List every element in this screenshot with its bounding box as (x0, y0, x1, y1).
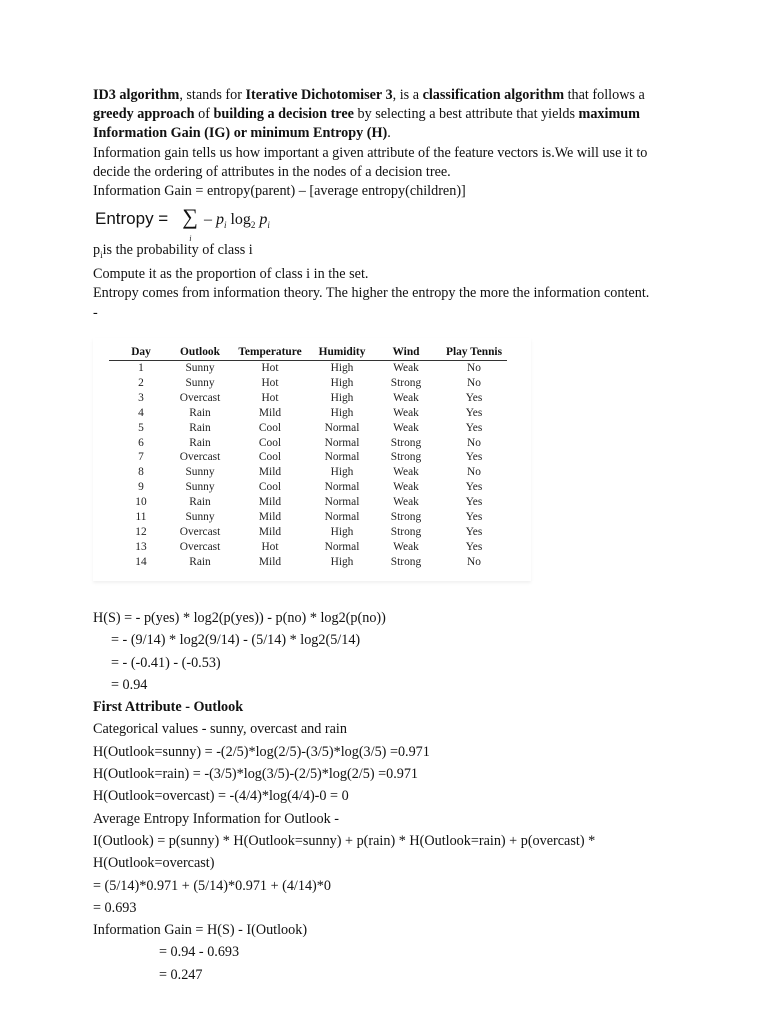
cell-wind: Weak (393, 362, 419, 374)
cell-humidity: Normal (324, 436, 360, 449)
cell-temperature: Mild (258, 496, 282, 509)
cell-day: 5 (138, 421, 144, 434)
cell-day: 2 (138, 376, 144, 389)
prob-symbol: p (215, 211, 224, 229)
cell-humidity: High (330, 466, 354, 479)
cell-outlook: Rain (189, 421, 211, 434)
sigma-glyph: ∑ (182, 204, 198, 230)
cell-wind: Weak (393, 406, 419, 419)
intro-term-classification: classification algorithm (422, 87, 565, 103)
pi-symbol: p (93, 242, 101, 259)
pi-definition (93, 241, 683, 265)
categorical-values: Categorical values - sunny, overcast and rain (93, 721, 347, 738)
table-row (109, 421, 507, 436)
entropy-rain: H(Outlook=rain) = -(3/5)*log(3/5)-(2/5)*log(2/5) =0.971 (93, 766, 419, 783)
cell-play-tennis: No (467, 362, 481, 374)
cell-play-tennis: No (467, 466, 481, 479)
cell-humidity: High (330, 555, 354, 568)
cell-wind: Strong (390, 436, 422, 449)
info-gain-line-3: = 0.247 (159, 966, 203, 983)
cell-play-tennis: Yes (465, 540, 483, 553)
cell-humidity: High (330, 362, 354, 374)
cell-temperature: Mild (258, 406, 282, 419)
table-row (109, 361, 507, 376)
cell-day: 6 (138, 436, 144, 449)
sigma-symbol (182, 204, 198, 244)
prob-index: i (223, 220, 227, 231)
cell-humidity: Normal (324, 511, 360, 524)
table-row (109, 540, 507, 555)
cell-humidity: High (330, 525, 354, 538)
log-base: 2 (250, 220, 256, 231)
prob-index: i (267, 220, 270, 231)
cell-temperature: Cool (258, 451, 282, 464)
compute-line: Compute it as the proportion of class i in the set. (93, 266, 369, 283)
calculation-section (93, 607, 693, 986)
cell-outlook: Overcast (179, 391, 221, 404)
cell-temperature: Cool (258, 481, 282, 494)
cell-day: 9 (138, 481, 144, 494)
pi-text: is the probability of class i (102, 242, 253, 259)
table-row (109, 495, 507, 510)
hs-line-2: = - (9/14) * log2(9/14) - (5/14) * log2(5/14) (111, 632, 361, 649)
pi-index: i (100, 250, 103, 261)
table-row (109, 376, 507, 391)
cell-play-tennis: No (467, 436, 481, 449)
cell-temperature: Cool (258, 436, 282, 449)
hs-line-1: H(S) = - p(yes) * log2(p(yes)) - p(no) * log2(p(no)) (93, 610, 386, 626)
cell-outlook: Overcast (179, 540, 221, 553)
entropy-expression (204, 210, 270, 235)
header-day: Day (131, 345, 151, 358)
cell-wind: Strong (390, 511, 422, 524)
cell-outlook: Overcast (179, 525, 221, 538)
info-gain-paragraph: Information gain tells us how important a given attribute of the feature vectors is.We will use it to decide the ordering of attributes in the nodes of a decision tree. (93, 144, 648, 180)
table-row (109, 406, 507, 421)
intro-term-id3: ID3 algorithm (93, 87, 180, 103)
cell-temperature: Mild (258, 555, 282, 568)
document-body (93, 86, 683, 323)
cell-wind: Weak (393, 540, 419, 553)
cell-humidity: High (330, 391, 354, 404)
intro-term-max-gain: maximum Information Gain (IG) or minimum Entropy (H) (93, 106, 640, 142)
header-wind: Wind (392, 345, 420, 358)
cell-outlook: Rain (189, 496, 211, 509)
cell-outlook: Rain (189, 406, 211, 419)
cell-temperature: Hot (261, 376, 279, 389)
cell-day: 7 (138, 451, 144, 464)
cell-temperature: Mild (258, 511, 282, 524)
cell-temperature: Hot (261, 540, 279, 553)
heading-text: First Attribute - Outlook (93, 699, 244, 716)
cell-play-tennis: Yes (465, 511, 483, 524)
cell-wind: Strong (390, 525, 422, 538)
entropy-label: Entropy = (95, 209, 169, 229)
cell-play-tennis: Yes (465, 496, 483, 509)
cell-wind: Weak (393, 466, 419, 479)
cell-humidity: Normal (324, 451, 360, 464)
header-outlook: Outlook (180, 345, 220, 358)
table-row (109, 465, 507, 480)
entropy-overcast: H(Outlook=overcast) = -(4/4)*log(4/4)-0 = 0 (93, 788, 349, 805)
cell-humidity: High (330, 406, 354, 419)
cell-day: 12 (135, 525, 147, 538)
cell-wind: Weak (393, 496, 419, 509)
cell-humidity: High (330, 376, 354, 389)
cell-wind: Strong (390, 555, 422, 568)
hs-line-3: = - (-0.41) - (-0.53) (111, 654, 221, 671)
table-body (109, 361, 507, 570)
minus-sign: – (203, 211, 212, 229)
entropy-sunny: H(Outlook=sunny) = -(2/5)*log(2/5)-(3/5)*log(3/5) =0.971 (93, 743, 430, 760)
section-heading (93, 696, 693, 718)
cell-play-tennis: Yes (465, 391, 483, 404)
play-tennis-table-image (93, 338, 531, 581)
cell-day: 11 (135, 511, 147, 524)
table-row (109, 480, 507, 495)
info-gain-formula-text: Information Gain = entropy(parent) – [average entropy(children)] (93, 183, 466, 200)
table-row (109, 450, 507, 465)
table-row (109, 510, 507, 525)
avg-entropy-label: Average Entropy Information for Outlook - (93, 810, 339, 827)
cell-day: 10 (135, 496, 147, 509)
cell-play-tennis: No (467, 555, 481, 568)
cell-humidity: Normal (324, 496, 360, 509)
i-outlook-line-4: = 0.693 (93, 899, 137, 916)
cell-temperature: Hot (261, 391, 279, 404)
cell-outlook: Overcast (179, 451, 221, 464)
intro-text: of (194, 106, 214, 123)
cell-wind: Strong (390, 376, 422, 389)
cell-outlook: Sunny (185, 481, 215, 494)
table-row (109, 555, 507, 570)
intro-text: that follows a (564, 87, 645, 103)
cell-temperature: Hot (261, 362, 279, 374)
cell-play-tennis: Yes (465, 451, 483, 464)
cell-wind: Weak (393, 481, 419, 494)
log-symbol: log (230, 211, 251, 229)
cell-play-tennis: Yes (465, 525, 483, 538)
cell-outlook: Sunny (185, 376, 215, 389)
sigma-index: i (189, 234, 192, 244)
cell-day: 13 (135, 540, 147, 553)
intro-term-decision-tree: building a decision tree (213, 106, 354, 123)
cell-outlook: Rain (189, 555, 211, 568)
entropy-formula (93, 204, 683, 244)
cell-day: 1 (138, 362, 144, 374)
cell-wind: Weak (393, 391, 419, 404)
cell-day: 4 (138, 406, 144, 419)
cell-day: 14 (135, 555, 147, 568)
i-outlook-line-2: H(Outlook=overcast) (93, 855, 215, 872)
intro-text: , is a (392, 87, 423, 103)
header-play-tennis: Play Tennis (445, 345, 503, 358)
intro-text: by selecting a best attribute that yields (353, 106, 579, 123)
table-header-row (109, 344, 507, 361)
info-theory-line: Entropy comes from information theory. The higher the entropy the more the information content. (93, 285, 650, 302)
table-row (109, 525, 507, 540)
cell-play-tennis: Yes (465, 481, 483, 494)
cell-humidity: Normal (324, 481, 360, 494)
header-humidity: Humidity (318, 345, 366, 358)
intro-term-dichotomiser: Iterative Dichotomiser 3 (245, 87, 393, 103)
intro-term-greedy: greedy approach (93, 106, 195, 123)
cell-temperature: Cool (258, 421, 282, 434)
cell-day: 8 (138, 466, 144, 479)
cell-day: 3 (138, 391, 144, 404)
cell-outlook: Sunny (185, 511, 215, 524)
info-gain-line-1: Information Gain = H(S) - I(Outlook) (93, 922, 308, 939)
cell-play-tennis: Yes (465, 406, 483, 419)
i-outlook-line-3: = (5/14)*0.971 + (5/14)*0.971 + (4/14)*0 (93, 877, 331, 894)
intro-paragraph (93, 86, 683, 144)
prob-symbol: p (259, 211, 268, 229)
cell-play-tennis: No (467, 376, 481, 389)
header-temperature: Temperature (238, 345, 302, 358)
intro-text: , stands for (179, 87, 246, 103)
cell-wind: Strong (390, 451, 422, 464)
intro-text: . (387, 125, 391, 142)
cell-humidity: Normal (324, 421, 360, 434)
table-row (109, 391, 507, 406)
cell-temperature: Mild (258, 525, 282, 538)
cell-humidity: Normal (324, 540, 360, 553)
cell-wind: Weak (393, 421, 419, 434)
cell-outlook: Sunny (185, 466, 215, 479)
cell-temperature: Mild (258, 466, 282, 479)
hs-line-4: = 0.94 (111, 676, 148, 693)
i-outlook-line-1: I(Outlook) = p(sunny) * H(Outlook=sunny) + p(rain) * H(Outlook=rain) + p(overcast) * (93, 832, 596, 849)
cell-outlook: Rain (189, 436, 211, 449)
table-row (109, 436, 507, 451)
dash-line: - (93, 304, 98, 321)
info-gain-line-2: = 0.94 - 0.693 (159, 944, 240, 961)
cell-outlook: Sunny (185, 362, 215, 374)
cell-play-tennis: Yes (465, 421, 483, 434)
play-tennis-table (109, 344, 507, 570)
